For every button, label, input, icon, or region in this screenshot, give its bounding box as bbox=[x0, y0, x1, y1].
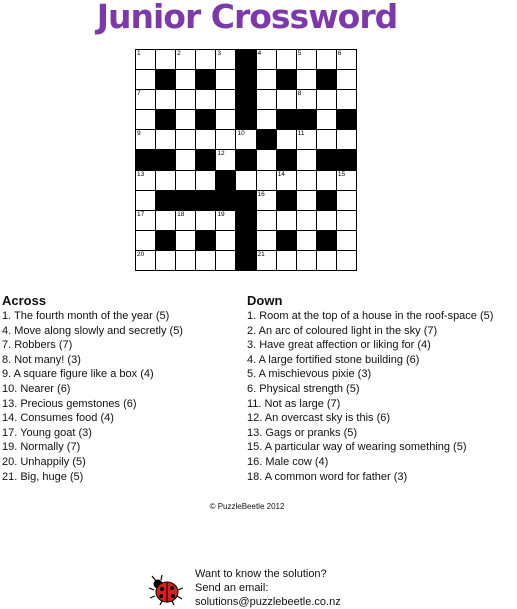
down-clue: 4. A large fortified stone building (6) bbox=[247, 353, 420, 366]
grid-cell[interactable] bbox=[136, 70, 155, 89]
promo-line-2: Send an email: bbox=[195, 582, 269, 594]
black-square bbox=[277, 110, 296, 129]
grid-cell[interactable] bbox=[156, 251, 175, 270]
down-clue: 3. Have great affection or liking for (4) bbox=[247, 339, 431, 352]
black-square bbox=[236, 251, 255, 270]
clue-number: 15 bbox=[337, 170, 346, 178]
ladybird-beetle-icon bbox=[148, 575, 184, 605]
grid-cell[interactable] bbox=[216, 211, 235, 230]
grid-cell[interactable] bbox=[136, 50, 155, 69]
down-clue-list bbox=[247, 309, 517, 484]
black-square bbox=[297, 110, 316, 129]
down-clue: 15. A particular way of wearing something (5) bbox=[247, 441, 467, 454]
grid-cell[interactable] bbox=[216, 231, 235, 250]
grid-cell[interactable] bbox=[176, 130, 195, 149]
grid-cell[interactable] bbox=[196, 171, 215, 190]
black-square bbox=[337, 150, 356, 169]
black-square bbox=[236, 110, 255, 129]
grid-cell[interactable] bbox=[317, 130, 336, 149]
grid-cell[interactable] bbox=[196, 130, 215, 149]
grid-cell[interactable] bbox=[196, 90, 215, 109]
across-clue: 7. Robbers (7) bbox=[2, 339, 73, 352]
grid-cell[interactable] bbox=[257, 231, 276, 250]
down-clues bbox=[247, 293, 517, 484]
clue-number: 10 bbox=[237, 130, 245, 138]
clue-number: 9 bbox=[137, 130, 141, 138]
grid-cell[interactable] bbox=[337, 191, 356, 210]
black-square bbox=[337, 110, 356, 129]
clue-number: 19 bbox=[217, 210, 225, 218]
black-square bbox=[236, 211, 255, 230]
black-square bbox=[196, 110, 215, 129]
grid-cell[interactable] bbox=[337, 90, 356, 109]
clue-number: 5 bbox=[297, 50, 302, 57]
across-heading: Across bbox=[2, 293, 47, 308]
black-square bbox=[136, 150, 155, 169]
grid-cell[interactable] bbox=[297, 191, 316, 210]
black-square bbox=[277, 191, 296, 210]
grid-cell[interactable] bbox=[216, 70, 235, 89]
grid-cell[interactable] bbox=[216, 90, 235, 109]
grid-cell[interactable] bbox=[297, 251, 316, 270]
down-heading: Down bbox=[247, 293, 283, 308]
crossword-grid[interactable] bbox=[135, 49, 357, 271]
grid-cell[interactable] bbox=[317, 211, 336, 230]
black-square bbox=[236, 90, 255, 109]
grid-cell[interactable] bbox=[236, 171, 255, 190]
grid-cell[interactable] bbox=[297, 90, 316, 109]
grid-cell[interactable] bbox=[176, 50, 195, 69]
grid-cell[interactable] bbox=[176, 110, 195, 129]
grid-cell[interactable] bbox=[257, 50, 276, 69]
grid-cell[interactable] bbox=[277, 171, 296, 190]
grid-cell[interactable] bbox=[277, 90, 296, 109]
grid-cell[interactable] bbox=[136, 130, 155, 149]
solution-promo bbox=[195, 567, 341, 609]
down-clue: 2. An arc of coloured light in the sky (7) bbox=[247, 324, 438, 337]
grid-cell[interactable] bbox=[196, 251, 215, 270]
grid-cell[interactable] bbox=[257, 191, 276, 210]
down-clue: 5. A mischievous pixie (3) bbox=[247, 368, 372, 381]
across-clue: 9. A square figure like a box (4) bbox=[2, 368, 154, 381]
clue-number: 13 bbox=[137, 170, 145, 178]
across-clue: 21. Big, huge (5) bbox=[2, 470, 84, 483]
across-clue: 17. Young goat (3) bbox=[2, 426, 92, 439]
grid-cell[interactable] bbox=[257, 171, 276, 190]
black-square bbox=[317, 70, 336, 89]
grid-cell[interactable] bbox=[317, 171, 336, 190]
grid-cell[interactable] bbox=[176, 171, 195, 190]
black-square bbox=[257, 130, 276, 149]
grid-cell[interactable] bbox=[136, 231, 155, 250]
black-square bbox=[277, 70, 296, 89]
down-clue: 11. Not as large (7) bbox=[247, 397, 341, 410]
black-square bbox=[156, 70, 175, 89]
grid-cell[interactable] bbox=[136, 191, 155, 210]
black-square bbox=[317, 150, 336, 169]
promo-line-1: Want to know the solution? bbox=[195, 568, 327, 580]
down-clue: 18. A common word for father (3) bbox=[247, 470, 408, 483]
grid-cell[interactable] bbox=[176, 150, 195, 169]
grid-cell[interactable] bbox=[156, 90, 175, 109]
black-square bbox=[277, 231, 296, 250]
grid-cell[interactable] bbox=[176, 70, 195, 89]
grid-cell[interactable] bbox=[216, 130, 235, 149]
grid-cell[interactable] bbox=[277, 50, 296, 69]
across-clue: 8. Not many! (3) bbox=[2, 353, 81, 366]
clue-number: 4 bbox=[257, 50, 262, 57]
black-square bbox=[156, 231, 175, 250]
grid-cell[interactable] bbox=[317, 50, 336, 69]
across-clues bbox=[2, 293, 242, 484]
black-square bbox=[216, 191, 235, 210]
clue-number: 14 bbox=[277, 170, 285, 178]
clue-number: 1 bbox=[137, 50, 141, 57]
grid-cell[interactable] bbox=[257, 150, 276, 169]
black-square bbox=[196, 150, 215, 169]
grid-cell[interactable] bbox=[136, 171, 155, 190]
black-square bbox=[156, 150, 175, 169]
clue-number: 20 bbox=[137, 250, 145, 258]
grid-cell[interactable] bbox=[136, 211, 155, 230]
clue-number: 8 bbox=[297, 90, 302, 98]
across-clue: 1. The fourth month of the year (5) bbox=[2, 310, 170, 322]
across-clue-list bbox=[2, 309, 242, 484]
down-clue: 12. An overcast sky is this (6) bbox=[247, 412, 391, 425]
grid-cell[interactable] bbox=[216, 50, 235, 69]
grid-cell[interactable] bbox=[196, 50, 215, 69]
black-square bbox=[196, 231, 215, 250]
black-square bbox=[156, 191, 175, 210]
grid-cell[interactable] bbox=[317, 90, 336, 109]
black-square bbox=[277, 150, 296, 169]
down-clue: 1. Room at the top of a house in the roof-space (5) bbox=[247, 310, 494, 322]
grid-cell[interactable] bbox=[156, 50, 175, 69]
black-square bbox=[216, 171, 235, 190]
grid-cell[interactable] bbox=[257, 110, 276, 129]
page-title: Junior Crossword bbox=[96, 0, 398, 36]
black-square bbox=[317, 191, 336, 210]
grid-cell[interactable] bbox=[317, 110, 336, 129]
grid-cell[interactable] bbox=[136, 110, 155, 129]
grid-cell[interactable] bbox=[337, 130, 356, 149]
grid-cell[interactable] bbox=[196, 211, 215, 230]
grid-cell[interactable] bbox=[156, 130, 175, 149]
grid-cell[interactable] bbox=[337, 50, 356, 69]
black-square bbox=[176, 191, 195, 210]
black-square bbox=[236, 150, 255, 169]
black-square bbox=[156, 110, 175, 129]
grid-cell[interactable] bbox=[277, 251, 296, 270]
black-square bbox=[317, 231, 336, 250]
black-square bbox=[236, 50, 255, 69]
grid-cell[interactable] bbox=[156, 211, 175, 230]
down-clue: 6. Physical strength (5) bbox=[247, 382, 360, 395]
grid-cell[interactable] bbox=[337, 211, 356, 230]
grid-cell[interactable] bbox=[257, 211, 276, 230]
down-clue: 13. Gags or pranks (5) bbox=[247, 426, 358, 439]
grid-cell[interactable] bbox=[176, 211, 195, 230]
down-clue: 16. Male cow (4) bbox=[247, 455, 329, 468]
across-clue: 4. Move along slowly and secretly (5) bbox=[2, 324, 183, 337]
clue-number: 21 bbox=[257, 250, 265, 258]
clue-number: 16 bbox=[257, 190, 265, 198]
black-square bbox=[236, 191, 255, 210]
grid-cell[interactable] bbox=[297, 130, 316, 149]
across-clue: 19. Normally (7) bbox=[2, 441, 81, 454]
clue-number: 7 bbox=[137, 90, 141, 98]
clue-number: 11 bbox=[297, 130, 305, 138]
grid-cell[interactable] bbox=[297, 231, 316, 250]
clue-number: 12 bbox=[217, 150, 225, 158]
grid-cell[interactable] bbox=[156, 171, 175, 190]
across-clue: 13. Precious gemstones (6) bbox=[2, 397, 137, 410]
grid-cell[interactable] bbox=[136, 251, 155, 270]
grid-cell[interactable] bbox=[337, 251, 356, 270]
grid-cell[interactable] bbox=[236, 130, 255, 149]
grid-cell[interactable] bbox=[337, 70, 356, 89]
across-clue: 10. Nearer (6) bbox=[2, 382, 71, 395]
grid-cell[interactable] bbox=[317, 251, 336, 270]
grid-cell[interactable] bbox=[176, 251, 195, 270]
grid-cell[interactable] bbox=[337, 231, 356, 250]
black-square bbox=[196, 70, 215, 89]
clue-number: 17 bbox=[137, 210, 145, 218]
grid-cell[interactable] bbox=[136, 90, 155, 109]
grid-cell[interactable] bbox=[277, 211, 296, 230]
grid-cell[interactable] bbox=[277, 130, 296, 149]
grid-cell[interactable] bbox=[257, 251, 276, 270]
clue-number: 3 bbox=[217, 50, 221, 57]
grid-cell[interactable] bbox=[216, 110, 235, 129]
black-square bbox=[236, 70, 255, 89]
grid-cell[interactable] bbox=[257, 70, 276, 89]
clue-number: 2 bbox=[177, 50, 181, 57]
grid-cell[interactable] bbox=[176, 90, 195, 109]
grid-cell[interactable] bbox=[257, 90, 276, 109]
black-square bbox=[196, 191, 215, 210]
black-square bbox=[236, 231, 255, 250]
grid-cell[interactable] bbox=[297, 150, 316, 169]
clue-number: 6 bbox=[337, 50, 342, 57]
grid-cell[interactable] bbox=[297, 50, 316, 69]
grid-cell[interactable] bbox=[216, 150, 235, 169]
copyright-notice: © PuzzleBeetle 2012 bbox=[209, 502, 285, 511]
clue-number: 18 bbox=[177, 210, 185, 218]
across-clue: 14. Consumes food (4) bbox=[2, 412, 114, 425]
grid-cell[interactable] bbox=[216, 251, 235, 270]
grid-cell[interactable] bbox=[297, 70, 316, 89]
solutions-email-link[interactable]: solutions@puzzlebeetle.co.nz bbox=[195, 596, 341, 608]
grid-cell[interactable] bbox=[297, 211, 316, 230]
grid-cell[interactable] bbox=[176, 231, 195, 250]
grid-cell[interactable] bbox=[297, 171, 316, 190]
across-clue: 20. Unhappily (5) bbox=[2, 455, 86, 468]
grid-cell[interactable] bbox=[337, 171, 356, 190]
